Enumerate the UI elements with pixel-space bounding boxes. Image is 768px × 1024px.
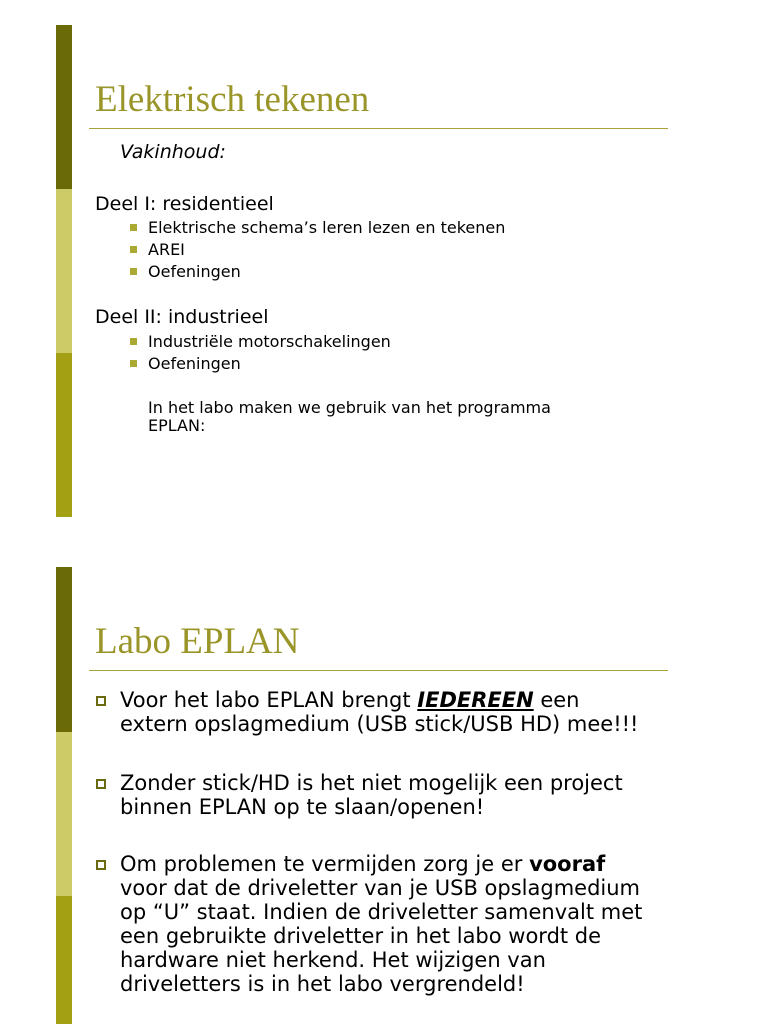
square-bullet-icon	[130, 338, 137, 345]
square-bullet-icon	[130, 246, 137, 253]
hollow-square-bullet-icon	[96, 696, 106, 706]
list-item: Oefeningen	[130, 354, 241, 373]
section-heading: Deel I: residentieel	[95, 193, 274, 215]
accent-bar-light	[56, 189, 72, 353]
accent-bar-light	[56, 732, 72, 896]
emphasis-text: vooraf	[529, 852, 606, 876]
note-line: EPLAN:	[148, 416, 206, 435]
square-bullet-icon	[130, 360, 137, 367]
accent-bar-dark	[56, 567, 72, 732]
list-item: Industriële motorschakelingen	[130, 332, 391, 351]
title-divider	[89, 128, 668, 129]
accent-bar-mid	[56, 353, 72, 517]
slide-title: Labo EPLAN	[95, 621, 300, 662]
list-item: Oefeningen	[130, 262, 241, 281]
emphasis-text: IEDEREEN	[417, 688, 534, 712]
accent-bar-dark	[56, 25, 72, 189]
hollow-square-bullet-icon	[96, 860, 106, 870]
list-item: AREI	[130, 240, 185, 259]
hollow-square-bullet-icon	[96, 779, 106, 789]
title-divider	[89, 670, 668, 671]
subtitle: Vakinhoud:	[120, 141, 226, 163]
square-bullet-icon	[130, 224, 137, 231]
list-item: Elektrische schema’s leren lezen en tekenen	[130, 218, 505, 237]
note-line: In het labo maken we gebruik van het programma	[148, 398, 551, 417]
section-heading: Deel II: industrieel	[95, 306, 269, 328]
square-bullet-icon	[130, 268, 137, 275]
accent-bar-mid	[56, 896, 72, 1024]
slide-title: Elektrisch tekenen	[95, 79, 370, 120]
